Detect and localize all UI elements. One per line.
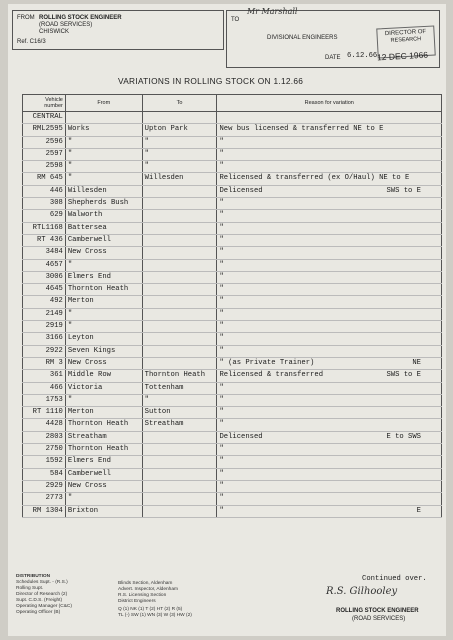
reason-text: "	[219, 322, 224, 331]
table-row	[23, 222, 442, 234]
reason-text: "	[219, 469, 224, 478]
table-row	[23, 394, 442, 406]
from-cell: Brixton	[65, 505, 142, 517]
from-cell: New Cross	[65, 247, 142, 259]
signature-subtitle: (ROAD SERVICES)	[352, 616, 406, 622]
reason-cell	[217, 284, 442, 296]
reason-text: "	[219, 346, 224, 355]
from-cell: Shepherds Bush	[65, 198, 142, 210]
table-row	[23, 493, 442, 505]
table-row	[23, 370, 442, 382]
depot-transfer: SWS to E	[386, 371, 421, 380]
distribution-item: Operating Officer (B)	[16, 610, 61, 615]
distribution-item: Director of Research (2)	[16, 592, 68, 597]
reason-text: "	[219, 309, 224, 318]
table-row	[23, 296, 442, 308]
to-handwriting: Mr Marshall	[247, 7, 298, 16]
vehicle-number-cell: 2803	[23, 431, 66, 443]
vehicle-number-cell: 2597	[23, 148, 66, 160]
to-cell	[142, 431, 217, 443]
reason-cell	[217, 148, 442, 160]
to-cell	[142, 468, 217, 480]
vehicle-number-cell: CENTRAL	[23, 112, 66, 124]
from-cell: "	[65, 493, 142, 505]
reason-cell	[217, 296, 442, 308]
to-cell	[142, 271, 217, 283]
from-cell: "	[65, 173, 142, 185]
reason-text: Delicensed	[219, 432, 263, 441]
to-cell	[142, 112, 217, 124]
vehicle-number-cell: 2929	[23, 480, 66, 492]
to-cell	[142, 444, 217, 456]
reason-text: "	[219, 260, 224, 269]
depot-transfer: NE	[412, 358, 421, 367]
table-row	[23, 271, 442, 283]
from-line3: CHISWICK	[39, 29, 69, 35]
table-row	[23, 468, 442, 480]
to-cell: Sutton	[142, 407, 217, 419]
vehicle-number-cell: RM 1304	[23, 505, 66, 517]
distribution-col2	[118, 581, 178, 605]
from-cell: "	[65, 148, 142, 160]
to-cell	[142, 185, 217, 197]
col-to: To	[142, 95, 217, 112]
reason-text: "	[219, 272, 224, 281]
table-row	[23, 431, 442, 443]
reason-text: "	[219, 149, 224, 158]
from-line1: ROLLING STOCK ENGINEER	[39, 15, 122, 21]
reason-cell	[217, 271, 442, 283]
distribution-item: Operating Manager (C&C)	[16, 604, 72, 609]
table-row	[23, 161, 442, 173]
vehicle-number-cell: 2149	[23, 308, 66, 320]
vehicle-number-cell: 361	[23, 370, 66, 382]
depot-transfer: E to SWS	[386, 432, 421, 441]
reason-cell	[217, 234, 442, 246]
distribution-item: Supt. C.D.S. (Freight)	[16, 598, 63, 603]
reason-text: "	[219, 494, 224, 503]
to-cell	[142, 222, 217, 234]
col-vehicle: Vehicle number	[23, 95, 66, 112]
reason-cell	[217, 161, 442, 173]
reason-text: "	[219, 383, 224, 392]
table-row	[23, 321, 442, 333]
stamp-date: 12 DEC 1966	[376, 49, 429, 63]
table-row	[23, 112, 442, 124]
to-cell	[142, 259, 217, 271]
to-cell	[142, 234, 217, 246]
reason-text: Delicensed	[219, 186, 263, 195]
reason-text: "	[219, 395, 224, 404]
to-cell	[142, 333, 217, 345]
from-cell: Camberwell	[65, 468, 142, 480]
to-cell	[142, 284, 217, 296]
distribution	[16, 574, 72, 616]
reason-cell	[217, 136, 442, 148]
reason-text: " (as Private Trainer)	[219, 358, 315, 367]
to-cell: Thornton Heath	[142, 370, 217, 382]
table-row	[23, 185, 442, 197]
distribution-col1	[16, 580, 72, 616]
reason-text: "	[219, 235, 224, 244]
reason-text: "	[219, 137, 224, 146]
distribution-item: TL (-) SW (1) WN (3) W (3) HW (2)	[118, 613, 192, 618]
distribution-item: Q (1) NK (1) T (2) HT (2) R (5)	[118, 607, 183, 612]
from-cell: "	[65, 136, 142, 148]
from-cell: New Cross	[65, 480, 142, 492]
to-cell: "	[142, 136, 217, 148]
vehicle-number-cell: 4657	[23, 259, 66, 271]
table-row	[23, 124, 442, 136]
to-cell	[142, 321, 217, 333]
table-row	[23, 259, 442, 271]
page-title: VARIATIONS IN ROLLING STOCK ON 1.12.66	[118, 76, 304, 86]
reason-cell	[217, 308, 442, 320]
from-cell: "	[65, 308, 142, 320]
reason-cell	[217, 431, 442, 443]
reason-cell	[217, 321, 442, 333]
from-cell	[65, 112, 142, 124]
reason-text: "	[219, 285, 224, 294]
from-line2: (ROAD SERVICES)	[39, 22, 93, 28]
table-row	[23, 357, 442, 369]
vehicle-number-cell: 2919	[23, 321, 66, 333]
to-cell: Streatham	[142, 419, 217, 431]
table-row	[23, 210, 442, 222]
reason-text: "	[219, 334, 224, 343]
to-box	[226, 7, 440, 68]
to-cell	[142, 357, 217, 369]
to-cell	[142, 480, 217, 492]
signature: R.S. Gilhooley	[326, 586, 398, 597]
table-row	[23, 480, 442, 492]
table-row	[23, 234, 442, 246]
reason-text: "	[219, 223, 224, 232]
to-cell	[142, 198, 217, 210]
reason-cell	[217, 210, 442, 222]
to-cell: "	[142, 148, 217, 160]
vehicle-number-cell: 2598	[23, 161, 66, 173]
vehicle-number-cell: 2750	[23, 444, 66, 456]
vehicle-number-cell: 4428	[23, 419, 66, 431]
vehicle-number-cell: 2596	[23, 136, 66, 148]
vehicle-number-cell: 4645	[23, 284, 66, 296]
to-cell	[142, 296, 217, 308]
reason-cell	[217, 198, 442, 210]
reason-cell	[217, 124, 442, 136]
table-row	[23, 148, 442, 160]
table-row	[23, 419, 442, 431]
to-cell	[142, 345, 217, 357]
reason-cell	[217, 493, 442, 505]
to-cell	[142, 308, 217, 320]
stamp-line1: DIRECTOR OF	[384, 28, 427, 38]
distribution-item: District Engineers	[118, 599, 156, 604]
vehicle-number-cell: 3484	[23, 247, 66, 259]
to-cell	[142, 505, 217, 517]
table-row	[23, 284, 442, 296]
to-cell	[142, 493, 217, 505]
distribution-title: DISTRIBUTION	[16, 574, 51, 579]
col-reason: Reason for variation	[217, 95, 442, 112]
vehicle-number-cell: RT 1110	[23, 407, 66, 419]
table-row	[23, 345, 442, 357]
reason-cell	[217, 394, 442, 406]
table-row	[23, 173, 442, 185]
reason-cell	[217, 480, 442, 492]
reason-text: "	[219, 297, 224, 306]
reason-text: "	[219, 248, 224, 257]
from-cell: Victoria	[65, 382, 142, 394]
table-row	[23, 333, 442, 345]
table-row	[23, 382, 442, 394]
from-cell: Leyton	[65, 333, 142, 345]
to-cell	[142, 210, 217, 222]
table-row	[23, 247, 442, 259]
from-cell: Camberwell	[65, 234, 142, 246]
to-label: TO	[231, 17, 240, 23]
reason-cell	[217, 345, 442, 357]
from-cell: Middle Row	[65, 370, 142, 382]
date-label: DATE	[325, 55, 341, 61]
vehicle-number-cell: 3006	[23, 271, 66, 283]
reason-cell	[217, 333, 442, 345]
to-department: DIVISIONAL ENGINEERS	[267, 35, 338, 41]
from-cell: "	[65, 394, 142, 406]
to-cell: "	[142, 394, 217, 406]
reason-text: "	[219, 506, 224, 515]
distribution-item: Blinds Section, Aldenham	[118, 581, 173, 586]
distribution-col3	[118, 607, 192, 619]
from-cell: Merton	[65, 407, 142, 419]
vehicle-number-cell: RML2595	[23, 124, 66, 136]
vehicle-number-cell: 1753	[23, 394, 66, 406]
vehicle-number-cell: RT 436	[23, 234, 66, 246]
depot-transfer: SWS to E	[386, 186, 421, 195]
from-cell: "	[65, 161, 142, 173]
distribution-item: Schedules Supt. - (R.S.)	[16, 580, 68, 585]
reason-cell	[217, 419, 442, 431]
depot-transfer: E	[416, 506, 421, 515]
to-cell: Tottenham	[142, 382, 217, 394]
distribution-item: Rolling Supt.	[16, 586, 44, 591]
reason-text: "	[219, 420, 224, 429]
vehicle-number-cell: 308	[23, 198, 66, 210]
to-cell: Upton Park	[142, 124, 217, 136]
reason-cell	[217, 505, 442, 517]
from-cell: Willesden	[65, 185, 142, 197]
reason-cell	[217, 259, 442, 271]
reason-text: Relicensed & transferred	[219, 371, 324, 380]
vehicle-number-cell: 2773	[23, 493, 66, 505]
table-row	[23, 308, 442, 320]
vehicle-number-cell: RTL1168	[23, 222, 66, 234]
from-cell: New Cross	[65, 357, 142, 369]
vehicle-number-cell: 3166	[23, 333, 66, 345]
reason-text: Relicensed & transferred (ex O/Haul) NE to E	[219, 174, 410, 183]
continued-note: Continued over.	[362, 575, 427, 583]
vehicle-number-cell: 466	[23, 382, 66, 394]
reason-cell	[217, 370, 442, 382]
date-value: 6.12.66	[347, 52, 378, 60]
from-box	[12, 10, 224, 50]
to-cell: Willesden	[142, 173, 217, 185]
from-cell: Works	[65, 124, 142, 136]
reason-cell	[217, 444, 442, 456]
reason-cell	[217, 173, 442, 185]
from-cell: "	[65, 259, 142, 271]
reason-text: New bus licensed & transferred NE to E	[219, 125, 384, 134]
reason-text: "	[219, 457, 224, 466]
reason-cell	[217, 112, 442, 124]
col-from: From	[65, 95, 142, 112]
vehicle-number-cell: RM 645	[23, 173, 66, 185]
reason-text: "	[219, 199, 224, 208]
reason-cell	[217, 456, 442, 468]
from-cell: Streatham	[65, 431, 142, 443]
reason-text: "	[219, 162, 224, 171]
reason-cell	[217, 382, 442, 394]
from-cell: Elmers End	[65, 271, 142, 283]
reason-cell	[217, 357, 442, 369]
reason-cell	[217, 222, 442, 234]
distribution-item: Advert. Inspector, Aldenham	[118, 587, 178, 592]
from-cell: Walworth	[65, 210, 142, 222]
from-cell: Seven Kings	[65, 345, 142, 357]
from-ref: Ref. C16/3	[17, 39, 46, 45]
memo-sheet	[8, 4, 446, 636]
reason-cell	[217, 468, 442, 480]
to-cell: "	[142, 161, 217, 173]
from-cell: Elmers End	[65, 456, 142, 468]
table-row	[23, 198, 442, 210]
distribution-item: R.S. Licensing Section	[118, 593, 167, 598]
to-cell	[142, 247, 217, 259]
from-cell: Battersea	[65, 222, 142, 234]
vehicle-number-cell: 629	[23, 210, 66, 222]
vehicle-number-cell: 1592	[23, 456, 66, 468]
table-row	[23, 456, 442, 468]
table-row	[23, 407, 442, 419]
reason-text: "	[219, 211, 224, 220]
vehicle-number-cell: 446	[23, 185, 66, 197]
from-cell: Thornton Heath	[65, 284, 142, 296]
to-cell	[142, 456, 217, 468]
reason-cell	[217, 185, 442, 197]
from-label: FROM	[17, 15, 35, 21]
table-row	[23, 444, 442, 456]
from-cell: Thornton Heath	[65, 419, 142, 431]
vehicle-number-cell: 584	[23, 468, 66, 480]
reason-cell	[217, 407, 442, 419]
from-cell: Thornton Heath	[65, 444, 142, 456]
vehicle-number-cell: 2922	[23, 345, 66, 357]
reason-text: "	[219, 408, 224, 417]
reason-text: "	[219, 445, 224, 454]
variations-table	[22, 94, 442, 518]
from-cell: "	[65, 321, 142, 333]
stamp-line2: RESEARCH	[390, 36, 422, 44]
reason-cell	[217, 247, 442, 259]
from-cell: Merton	[65, 296, 142, 308]
reason-text: "	[219, 481, 224, 490]
vehicle-number-cell: RM 3	[23, 357, 66, 369]
table-row	[23, 505, 442, 517]
signature-title: ROLLING STOCK ENGINEER	[336, 608, 419, 614]
table-row	[23, 136, 442, 148]
vehicle-number-cell: 492	[23, 296, 66, 308]
